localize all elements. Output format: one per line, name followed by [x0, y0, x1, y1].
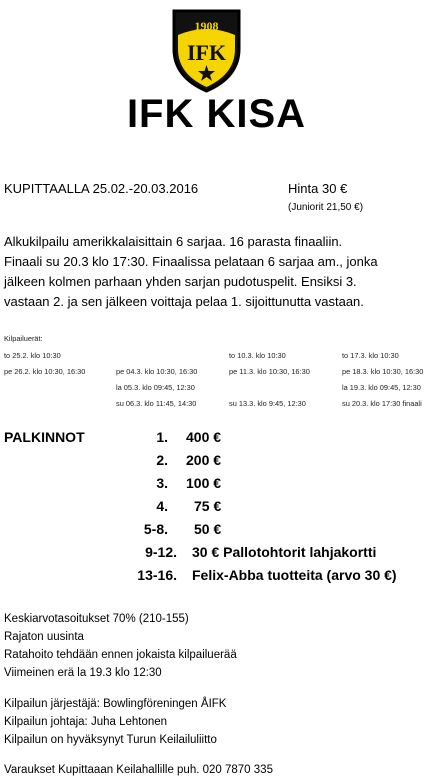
schedule-cell: la 05.3. klo 09:45, 12:30	[116, 383, 195, 392]
prize-value: 400 €	[186, 429, 222, 445]
prize-place: 3.	[156, 475, 168, 491]
description-line: Alkukilpailu amerikkalaisittain 6 sarjaa. 16 parasta finaaliin.	[4, 234, 343, 249]
prize-value: 30 € Pallotohtorit lahjakortti	[192, 544, 377, 560]
logo-letters: IFK	[186, 40, 227, 65]
price: Hinta 30 €	[288, 181, 348, 196]
ifk-logo	[168, 5, 245, 93]
prize-value: 100 €	[186, 475, 222, 491]
prizes-heading: PALKINNOT	[4, 429, 85, 445]
schedule-cell: to 17.3. klo 10:30	[342, 351, 399, 360]
prize-value: 75 €	[194, 498, 222, 514]
description-line: Finaali su 20.3 klo 17:30. Finaalissa pelataan 6 sarjaa am., jonka	[4, 254, 378, 269]
prize-place: 1.	[156, 429, 168, 445]
rule-line: Ratahoito tehdään ennen jokaista kilpailuerää	[4, 649, 237, 661]
organizer-line: Kilpailun järjestäjä: Bowlingföreningen ÅIFK	[4, 698, 227, 710]
schedule-cell: pe 04.3. klo 10:30, 16:30	[116, 367, 198, 376]
schedule-cell: su 13.3. klo 9:45, 12:30	[229, 399, 306, 408]
schedule-cell: to 25.2. klo 10:30	[4, 351, 61, 360]
rule-line: Rajaton uusinta	[4, 631, 84, 643]
prize-place: 4.	[156, 498, 168, 514]
prize-place: 5-8.	[143, 521, 168, 537]
page-title: IFK KISA	[126, 92, 307, 136]
prize-place: 13-16.	[137, 567, 177, 583]
logo-year: 1908	[194, 19, 219, 33]
schedule-cell: su 06.3. klo 11:45, 14:30	[116, 399, 197, 408]
organizer-line: Kilpailun on hyväksynyt Turun Keilailuliitto	[4, 734, 217, 746]
schedule-label: Kilpailuerät:	[4, 334, 43, 343]
schedule-cell: pe 18.3. klo 10:30, 16:30	[342, 367, 424, 376]
prize-value: Felix-Abba tuotteita (arvo 30 €)	[192, 567, 397, 583]
schedule-cell: to 10.3. klo 10:30	[229, 351, 286, 360]
reservations: Varaukset Kupittaaan Keilahallille puh. 020 7870 335	[4, 764, 273, 776]
schedule-cell: la 19.3. klo 09:45, 12:30	[342, 383, 421, 392]
organizer-line: Kilpailun johtaja: Juha Lehtonen	[4, 716, 168, 728]
prize-place: 2.	[156, 452, 168, 468]
description-line: vastaan 2. ja sen jälkeen voittaja pelaa 1. sijoittunutta vastaan.	[4, 294, 364, 309]
description-line: jälkeen kolmen parhaan yhden sarjan pudotuspelit. Ensiksi 3.	[4, 274, 357, 289]
schedule-cell: pe 11.3. klo 10:30, 16:30	[229, 367, 310, 376]
location-dates: KUPITTAALLA 25.02.-20.03.2016	[4, 181, 199, 196]
schedule-cell: su 20.3. klo 17:30 finaali	[342, 399, 422, 408]
junior-price: (Juniorit 21,50 €)	[288, 202, 364, 213]
prize-place: 9-12.	[145, 544, 177, 560]
rule-line: Viimeinen erä la 19.3 klo 12:30	[4, 667, 162, 679]
prize-value: 50 €	[194, 521, 222, 537]
schedule-cell: pe 26.2. klo 10:30, 16:30	[4, 367, 86, 376]
rule-line: Keskiarvotasoitukset 70% (210-155)	[4, 613, 189, 625]
prize-value: 200 €	[186, 452, 222, 468]
